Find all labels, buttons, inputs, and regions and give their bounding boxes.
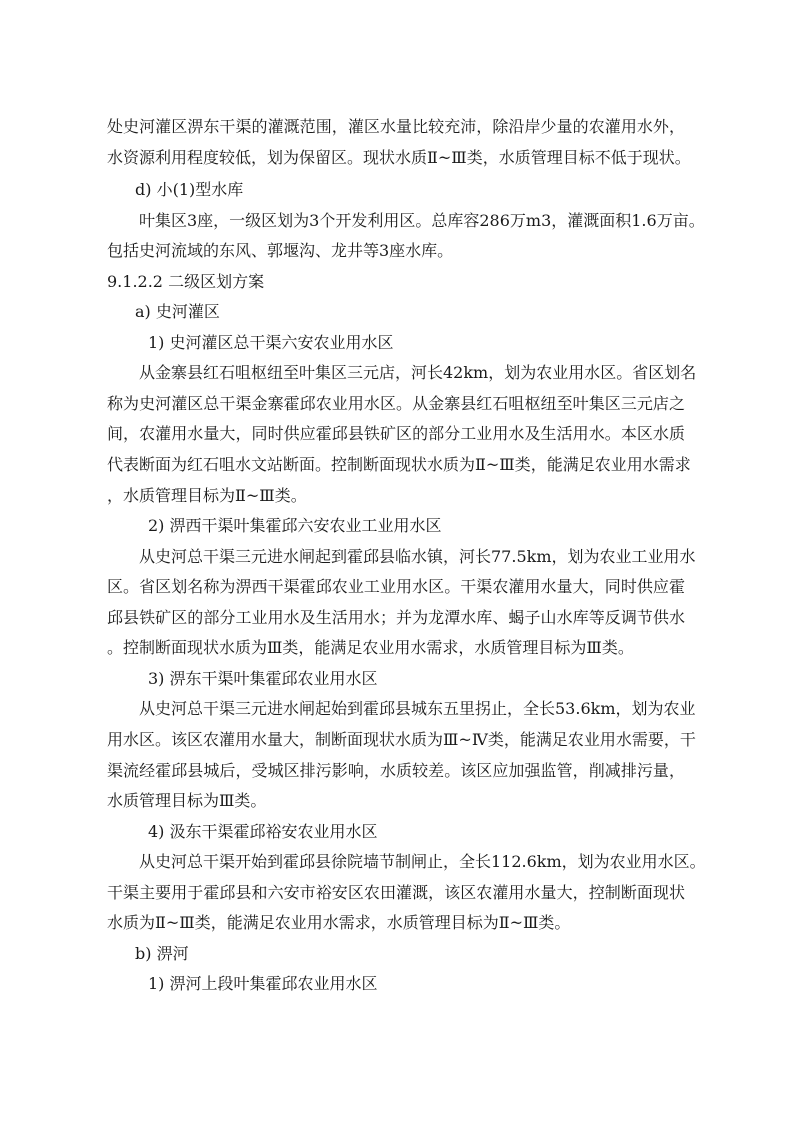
text-line: 水资源利用程度较低，划为保留区。现状水质Ⅱ~Ⅲ类，水质管理目标不低于现状。 (107, 148, 691, 167)
text-line: 从史河总干渠三元进水闸起到霍邱县临水镇，河长77.5km，划为农业工业用水 (139, 547, 696, 566)
text-line: 代表断面为红石咀水文站断面。控制断面现状水质为Ⅱ~Ⅲ类，能满足农业用水需求 (107, 455, 691, 474)
text-line: 水质为Ⅱ~Ⅲ类，能满足农业用水需求，水质管理目标为Ⅱ~Ⅲ类。 (107, 913, 571, 932)
subsection-heading: 2) 淠西干渠叶集霍邱六安农业工业用水区 (148, 516, 442, 535)
text-line: 渠流经霍邱县城后，受城区排污影响，水质较差。该区应加强监管，削减排污量， (107, 761, 685, 780)
section-heading: a) 史河灌区 (135, 302, 220, 321)
text-line: 包括史河流域的东风、郭堰沟、龙井等3座水库。 (107, 241, 454, 260)
text-line: 邱县铁矿区的部分工业用水及生活用水；并为龙潭水库、蝎子山水库等反调节供水 (107, 608, 685, 627)
subsection-heading: 4) 汲东干渠霍邱裕安农业用水区 (148, 822, 378, 841)
section-heading: b) 淠河 (135, 944, 189, 963)
text-line: 叶集区3座，一级区划为3个开发利用区。总库容286万m3，灌溉面积1.6万亩。 (139, 211, 705, 230)
subsection-heading: 1) 淠河上段叶集霍邱农业用水区 (148, 974, 378, 993)
text-line: 称为史河灌区总干渠金寨霍邱农业用水区。从金寨县红石咀枢纽至叶集区三元店之 (107, 394, 685, 413)
text-line: 从史河总干渠开始到霍邱县徐院墙节制闸止，全长112.6km，划为农业用水区。 (139, 852, 706, 871)
text-line: 区。省区划名称为淠西干渠霍邱农业工业用水区。干渠农灌用水量大，同时供应霍 (107, 577, 685, 596)
section-heading: d) 小(1)型水库 (135, 180, 244, 199)
text-line: 从金寨县红石咀枢纽至叶集区三元店，河长42km，划为农业用水区。省区划名 (139, 363, 697, 382)
text-line: 用水区。该区农灌用水量大，制断面现状水质为Ⅲ~Ⅳ类，能满足农业用水需要，干 (107, 730, 696, 749)
text-line: 。控制断面现状水质为Ⅲ类，能满足农业用水需求，水质管理目标为Ⅲ类。 (107, 638, 634, 657)
text-line: 从史河总干渠三元进水闸起始到霍邱县城东五里拐止，全长53.6km，划为农业 (139, 699, 696, 718)
section-heading: 9.1.2.2 二级区划方案 (107, 272, 265, 291)
text-line: 处史河灌区淠东干渠的灌溉范围，灌区水量比较充沛，除沿岸少量的农灌用水外， (107, 117, 685, 136)
text-line: ，水质管理目标为Ⅱ~Ⅲ类。 (107, 486, 307, 505)
subsection-heading: 3) 淠东干渠叶集霍邱农业用水区 (148, 669, 378, 688)
text-line: 干渠主要用于霍邱县和六安市裕安区农田灌溉，该区农灌用水量大，控制断面现状 (107, 883, 685, 902)
subsection-heading: 1) 史河灌区总干渠六安农业用水区 (148, 333, 394, 352)
text-line: 间，农灌用水量大，同时供应霍邱县铁矿区的部分工业用水及生活用水。本区水质 (107, 424, 685, 443)
text-line: 水质管理目标为Ⅲ类。 (107, 791, 267, 810)
